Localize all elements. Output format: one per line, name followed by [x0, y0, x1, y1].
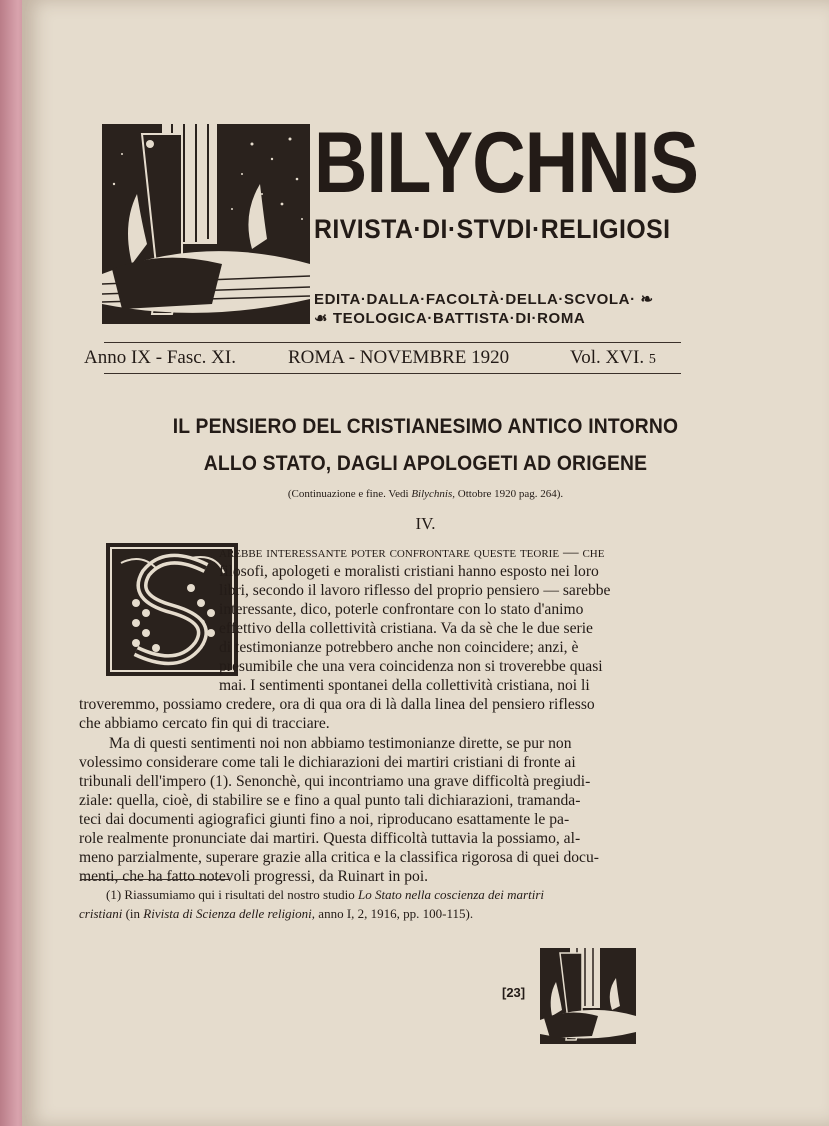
- footnote-rule: [80, 879, 230, 880]
- journal-page: [22, 0, 829, 1126]
- text-line: effettivo della collettività cristiana. Va da sè che le due serie: [219, 620, 593, 637]
- footnote-line-1: (1) Riassumiamo qui i risultati del nostro studio Lo Stato nella coscienza dei martiri: [106, 887, 545, 902]
- text-line: ziale: quella, cioè, di stabilire se e fino a qual punto tali dichiarazioni, tramanda-: [79, 792, 581, 809]
- text-line: presumibile che una vera coincidenza non si troverebbe quasi: [219, 658, 603, 675]
- text-line: mai. I sentimenti spontanei della collettività cristiana, noi li: [219, 677, 590, 694]
- text-line: troveremmo, possiamo credere, ora di qua ora di là dalla linea del pensiero riflesso: [79, 696, 595, 713]
- footnote-line-2: cristiani (in Rivista di Scienza delle religioni, anno I, 2, 1916, pp. 100-115).: [79, 906, 474, 921]
- issue-anno: Anno IX - Fasc. XI.: [84, 347, 236, 368]
- text-line: interessante, dico, poterle confrontare con lo stato d'animo: [219, 601, 584, 618]
- article-title-line-2: ALLO STATO, DAGLI APOLOGETI AD ORIGENE: [203, 452, 648, 475]
- lamp-vignette-icon: [540, 948, 636, 1044]
- text-line: filosofi, apologeti e moralisti cristiani hanno esposto nei loro: [219, 563, 599, 580]
- text-line: libri, secondo il lavoro riflesso del proprio pensiero — sarebbe: [219, 582, 611, 599]
- text-line: tribunali dell'impero (1). Senonchè, qui incontriamo una grave difficoltà pregiudi-: [79, 773, 591, 790]
- ornament-icon: ☙: [314, 310, 329, 327]
- text-line: volessimo considerare come tali le dichiarazioni dei martiri cristiani di fronte ai: [79, 754, 576, 771]
- article-title-line-1: IL PENSIERO DEL CRISTIANESIMO ANTICO INTORNO: [172, 415, 679, 438]
- text-line: role realmente pronunciate dai martiri. Questa difficoltà tuttavia la possiamo, al-: [79, 830, 581, 847]
- text-line: meno parzialmente, superare grazie alla critica e la classifica rigorosa di quei docu-: [79, 849, 599, 866]
- issue-place-date: ROMA - NOVEMBRE 1920: [288, 347, 510, 368]
- text-line: di testimonianze potrebbero anche non coincidere; anzi, è: [219, 639, 579, 656]
- publisher-line-1: EDITA·DALLA·FACOLTÀ·DELLA·SCVOLA· ❧: [314, 291, 654, 308]
- continuation-note: (Continuazione e fine. Vedi Bilychnis, Ottobre 1920 pag. 264).: [287, 488, 564, 500]
- text-line: teci dai documenti agiografici giunti fino a noi, riproducano esattamente le pa-: [79, 811, 570, 828]
- publisher-block: [314, 290, 654, 328]
- section-number: IV.: [415, 514, 436, 533]
- ornament-icon: ❧: [640, 291, 654, 308]
- text-line: arebbe interessante poter confrontare queste teorie — che: [219, 544, 605, 561]
- journal-subtitle: RIVISTA·DI·STVDI·RELIGIOSI: [314, 214, 671, 244]
- candle-lamp-woodcut-icon: [102, 124, 310, 324]
- text-line: Ma di questi sentimenti noi non abbiamo testimonianze dirette, se pur non: [109, 735, 572, 752]
- journal-title: BILYCHNIS: [314, 115, 699, 211]
- top-rule: [104, 342, 681, 343]
- text-line: menti, che ha fatto notevoli progressi, da Ruinart in poi.: [79, 868, 429, 885]
- issue-volume: Vol. XVI. 5: [570, 347, 656, 368]
- publisher-line-2: ☙ TEOLOGICA·BATTISTA·DI·ROMA: [314, 310, 586, 327]
- text-line: che abbiamo cercato fin qui di tracciare.: [79, 715, 330, 732]
- bottom-rule: [104, 373, 681, 374]
- page-number: [23]: [502, 985, 526, 1000]
